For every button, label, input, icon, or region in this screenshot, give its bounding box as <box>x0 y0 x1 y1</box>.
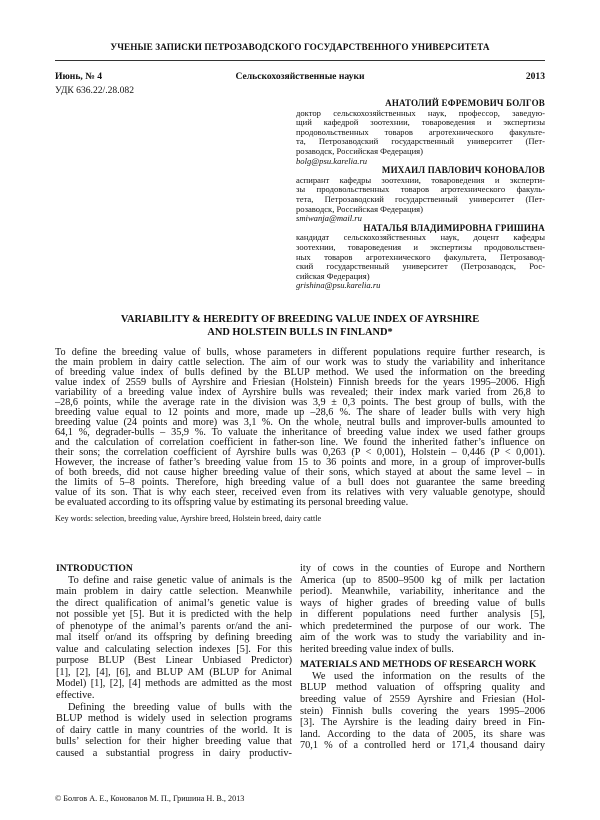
body-text-line: BLUP method is widely used in selection programs <box>56 713 292 725</box>
abstract-line: 64,1 %, degrader-bulls – 35,9 %. To valuate the inheritance of breeding value index we used father groups <box>55 427 545 438</box>
abstract-line: value index of 2559 bulls of Ayrshire and Friesian (Holstein) Finnish breeds for the years 1995–2006. High <box>55 377 545 388</box>
author-block <box>296 166 545 224</box>
abstract <box>55 348 545 508</box>
abstract-line: the limits of 5–8 points. Therefore, high breeding value of a bull does not guarantee the same breeding <box>55 477 545 488</box>
body-text-line: BLUP method valuation of offspring quality and <box>300 682 545 694</box>
abstract-line: However, the increase of father’s breeding value from 15 to 36 points and more, in a group of improver-bulls <box>55 457 545 468</box>
body-text-line: stein) Finnish bulls covering the years 1995–2006 <box>300 705 545 717</box>
abstract-line: breeding value (24 points and more) was 3,1 %. On the whole, neutral bulls and improver-bulls amounted to <box>55 417 545 428</box>
body-text-line: caused a substantial progress in dairy productiv- <box>56 747 292 759</box>
abstract-line: –28,6 points, while the average rate in the division was 3,9 ± 0,3 points. The best group of bulls, with the <box>55 397 545 408</box>
body-text-line: Model) [1], [2], [4] methods are admitted as the most <box>56 678 292 690</box>
issue-number: Июнь, № 4 <box>55 71 103 82</box>
author-name: АНАТОЛИЙ ЕФРЕМОВИЧ БОЛГОВ <box>385 98 545 108</box>
author-email: smiwanja@mail.ru <box>296 213 362 224</box>
body-text-line: value and calculating selection indexes [5]. For this <box>56 643 292 655</box>
abstract-line: their sons; the correlation coefficient of Ayrshire bulls was 0,263 (P < 0,001), Holstein – 0,446 (P < 0,001). <box>55 447 545 458</box>
body-text-line: aim of the work was to study the variability and in- <box>300 632 545 644</box>
abstract-line: variability of a breeding value index of Ayrshire bulls was revealed; their index mark varied from 26,8 to <box>55 387 545 398</box>
author-affiliation-line: ский государственный университет (Петрозаводск, Рос- <box>296 261 545 272</box>
right-column <box>300 563 545 752</box>
left-column <box>56 563 292 759</box>
authors-block <box>296 99 545 291</box>
abstract-line: the main problem in dairy cattle selection. The aim of our work was to study the variability and inheritance <box>55 357 545 368</box>
section-heading: INTRODUCTION <box>56 563 133 574</box>
body-text-line: of dairy cattle in many countries of the world. It is <box>56 724 292 736</box>
abstract-line: of both breeds, did not cause higher breeding value of their sons, which stayed at about the same level – in <box>55 467 545 478</box>
body-text-line: breeding value of 2559 Ayrshire and Friesian (Hol- <box>300 694 545 706</box>
author-affiliation-line: розаводск, Российская Федерация) <box>296 203 423 214</box>
author-affiliation-line: ных товаров агротехнического факультета, Петрозавод- <box>296 251 545 262</box>
author-name: НАТАЛЬЯ ВЛАДИМИРОВНА ГРИШИНА <box>363 222 545 233</box>
keywords: Key words: selection, breeding value, Ayrshire breed, Holstein breed, dairy cattle <box>55 514 322 523</box>
body-text-line: To define and raise genetic value of animals is the <box>68 574 292 586</box>
body-text-line: mal itself or/and its offspring by defining breeding <box>56 632 292 644</box>
author-affiliation-line: та, Петрозаводский государственный университет (Пет- <box>296 136 545 147</box>
body-text-line: in different populations need further analysis [5], <box>300 609 545 621</box>
body-text-line: land. According to the data of 2005, its share was <box>300 728 545 740</box>
body-text-line: period). Meanwhile, variability, inheritance and the <box>300 586 545 598</box>
abstract-line: be evaluated according to its offspring value by estimating its personal breeding value. <box>55 497 409 508</box>
body-text-line: which predetermined the purpose of our work. The <box>300 620 545 632</box>
udc-code: УДК 636.22/.28.082 <box>55 85 134 96</box>
body-text-line: [1], [2], [4], [6], and BLUP AM (BLUP for Animal <box>56 666 292 678</box>
body-text-line: Defining the breeding value of bulls with the <box>68 701 292 713</box>
body-text-line: effective. <box>56 690 95 702</box>
author-affiliation-line: кандидат сельскохозяйственных наук, доцент кафедры <box>296 232 545 243</box>
body-text-line: America (up to 8500–9500 kg of milk per lactation <box>300 574 545 586</box>
author-email: grishina@psu.karelia.ru <box>296 280 381 291</box>
header-rule <box>55 60 545 61</box>
body-text-line: ity of cows in the counties of Europe and Northern <box>300 563 545 574</box>
abstract-line: breeding value equal to 12 points and more, made up –28,6 %. The share of leader bulls with very high <box>55 407 545 418</box>
title-line: AND HOLSTEIN BULLS IN FINLAND* <box>207 327 393 338</box>
body-text-line: purpose BLUP (Best Linear Unbiased Predictor) <box>56 655 292 667</box>
copyright: © Болгов А. Е., Коновалов М. П., Гришина Н. В., 2013 <box>55 794 245 803</box>
author-affiliation-line: тета, Петрозаводский государственный университет (Пет- <box>296 193 545 204</box>
author-affiliation-line: розаводск, Российская Федерация) <box>296 145 423 156</box>
author-email: bolg@psu.karelia.ru <box>296 155 368 166</box>
author-block <box>296 99 545 166</box>
author-affiliation-line: продовольственных товаров агротехнического факульте- <box>296 126 545 137</box>
abstract-line: and the calculation of correlation coefficient in father-son line. We found the inherited father’s influence on <box>55 437 545 448</box>
author-affiliation-line: зоотехнии, товароведения и экспертизы продовольствен- <box>296 241 545 252</box>
abstract-line: value of its son. That is why each steer, received even from its relatives with very valuable genotype, should <box>55 487 545 498</box>
body-text-line: of phenotype of the animal’s parents or/and the ani- <box>56 620 292 632</box>
issue-meta-row <box>55 71 545 82</box>
section-heading: MATERIALS AND METHODS OF RESEARCH WORK <box>300 659 537 671</box>
author-name: МИХАИЛ ПАВЛОВИЧ КОНОВАЛОВ <box>381 165 545 176</box>
body-text-line: bulls’ selection for their higher breeding value that <box>56 736 292 748</box>
body-text-line: We used the information on the results of the <box>312 670 545 682</box>
author-block <box>296 224 545 291</box>
author-affiliation-line: аспирант кафедры зоотехнии, товароведения и эксперти- <box>296 174 545 185</box>
abstract-line: of breeding value index of bulls defined by the BLUP method. We used the information on the breeding <box>55 367 545 378</box>
body-text-line: not possible yet [5]. But it is predicted with the help <box>56 609 292 621</box>
author-affiliation-line: щий кафедрой зоотехнии, товароведения и экспертизы <box>296 117 545 128</box>
title-line: VARIABILITY & HEREDITY OF BREEDING VALUE INDEX OF AYRSHIRE <box>120 314 480 325</box>
journal-title: УЧЕНЫЕ ЗАПИСКИ ПЕТРОЗАВОДСКОГО ГОСУДАРСТВЕННОГО УНИВЕРСИТЕТА <box>110 42 490 52</box>
article-title <box>0 313 600 339</box>
abstract-line: To define the breeding value of bulls, whose parameters in different populations require further research, is <box>55 347 545 358</box>
author-affiliation-line: сийская Федерация) <box>296 270 370 281</box>
author-affiliation-line: зы продовольственных товаров агротехнического факуль- <box>296 184 545 195</box>
body-text-line: the direct qualification of animal’s genetic value is <box>56 597 292 609</box>
issue-year: 2013 <box>525 71 545 82</box>
body-text-line: herited breeding value index of bulls. <box>300 643 454 655</box>
body-text-line: [3]. The Ayrshire is the leading dairy breed in Fin- <box>300 717 545 729</box>
body-text-line: ways of higher grades of breeding value of bulls <box>300 597 545 609</box>
body-text-line: 70,1 % of a controlled herd or 171,4 thousand dairy <box>300 740 545 752</box>
body-text-line: main problem in dairy cattle selection. Meanwhile <box>56 586 292 598</box>
section-name: Сельскохозяйственные науки <box>235 71 365 82</box>
author-affiliation-line: доктор сельскохозяйственных наук, профессор, заведую- <box>296 107 545 118</box>
